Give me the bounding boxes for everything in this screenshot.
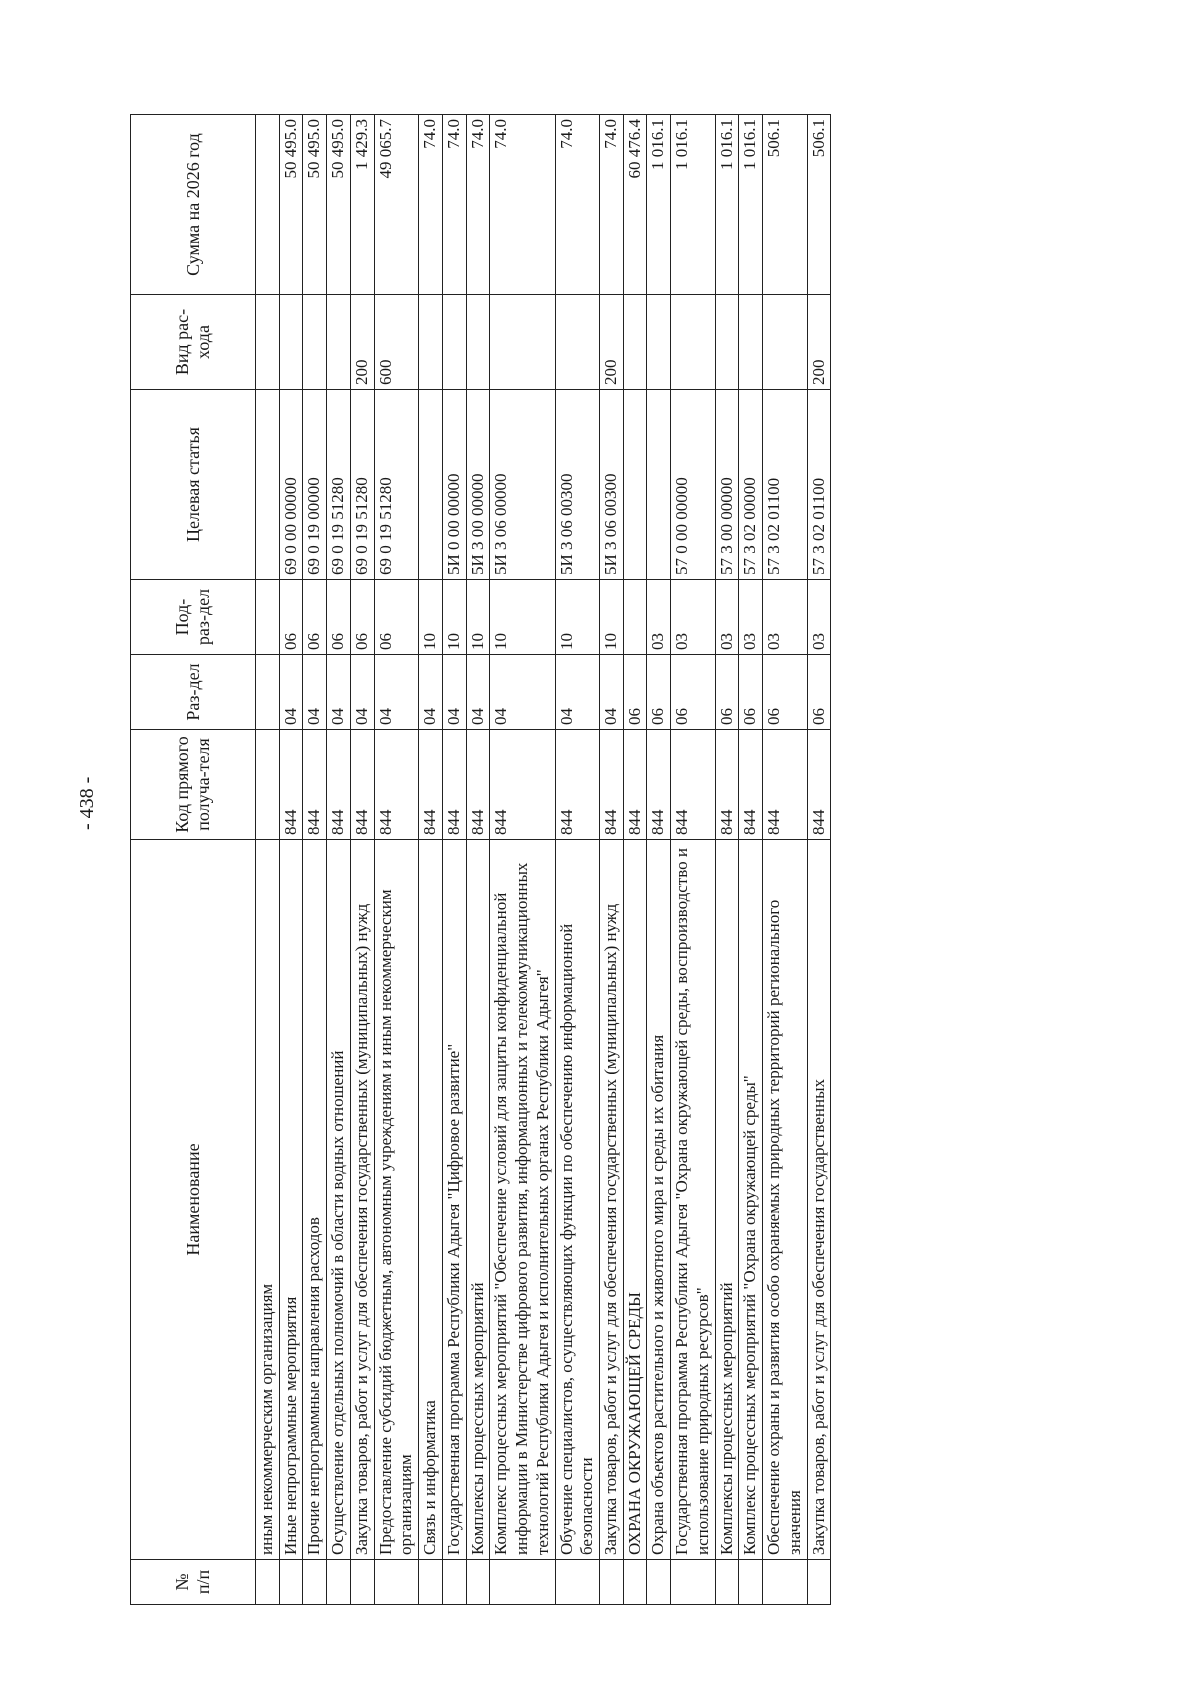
row-recipient-code-cell: 844 [350,730,374,840]
row-recipient-code-cell: 844 [327,730,351,840]
row-recipient-code-cell: 844 [647,730,671,840]
row-recipient-code-cell: 844 [279,730,303,840]
table-row [671,115,715,1605]
row-expense-type-cell [739,295,763,390]
row-target-article-cell: 57 3 02 01100 [807,390,831,580]
row-subsection-cell: 06 [327,580,351,655]
row-subsection-cell: 03 [647,580,671,655]
row-subsection-cell: 06 [303,580,327,655]
row-sum-cell: 1 016.1 [715,115,739,295]
row-section-cell: 04 [419,655,443,730]
row-name-cell: иным некоммерческим организациям [256,840,280,1560]
row-no-cell [715,1560,739,1605]
row-expense-type-cell [256,295,280,390]
row-name-cell: Обучение специалистов, осуществляющих функции по обеспечению информационной безопасности [555,840,599,1560]
row-target-article-cell: 57 0 00 00000 [671,390,715,580]
row-no-cell [739,1560,763,1605]
row-name-cell: Закупка товаров, работ и услуг для обеспечения государственных (муниципальных) нужд [350,840,374,1560]
row-no-cell [327,1560,351,1605]
row-target-article-cell: 69 0 19 00000 [303,390,327,580]
row-no-cell [374,1560,418,1605]
row-no-cell [279,1560,303,1605]
header-subsection: Под-раз-дел [131,580,256,655]
row-sum-cell: 50 495.0 [279,115,303,295]
row-sum-cell: 74.0 [490,115,555,295]
row-recipient-code-cell: 844 [442,730,466,840]
row-subsection-cell: 03 [671,580,715,655]
row-no-cell [466,1560,490,1605]
table-row [715,115,739,1605]
row-recipient-code-cell: 844 [419,730,443,840]
table-row [442,115,466,1605]
row-no-cell [807,1560,831,1605]
header-no: № п/п [131,1560,256,1605]
row-name-cell: Охрана объектов растительного и животного мира и среды их обитания [647,840,671,1560]
table-row [374,115,418,1605]
row-sum-cell: 1 016.1 [671,115,715,295]
row-no-cell [490,1560,555,1605]
row-expense-type-cell: 200 [350,295,374,390]
table-row [419,115,443,1605]
row-target-article-cell: 69 0 00 00000 [279,390,303,580]
row-recipient-code-cell: 844 [555,730,599,840]
row-no-cell [763,1560,807,1605]
row-expense-type-cell [327,295,351,390]
row-no-cell [647,1560,671,1605]
row-sum-cell: 1 429.3 [350,115,374,295]
row-name-cell: Комплексы процессных мероприятий [715,840,739,1560]
row-no-cell [303,1560,327,1605]
row-recipient-code-cell: 844 [374,730,418,840]
row-section-cell: 06 [739,655,763,730]
row-section-cell: 06 [715,655,739,730]
row-target-article-cell [256,390,280,580]
row-name-cell: Комплексы процессных мероприятий [466,840,490,1560]
row-target-article-cell: 5И 3 00 00000 [466,390,490,580]
row-recipient-code-cell: 844 [739,730,763,840]
row-subsection-cell: 06 [279,580,303,655]
row-expense-type-cell: 200 [600,295,624,390]
table-row [555,115,599,1605]
header-name: Наименование [131,840,256,1560]
row-recipient-code-cell: 844 [303,730,327,840]
row-target-article-cell [419,390,443,580]
row-subsection-cell: 03 [807,580,831,655]
header-sum-2026: Сумма на 2026 год [131,115,256,295]
row-name-cell: Прочие непрограммные направления расходов [303,840,327,1560]
row-subsection-cell: 10 [555,580,599,655]
row-subsection-cell: 03 [739,580,763,655]
table-row [256,115,280,1605]
row-section-cell: 04 [327,655,351,730]
row-sum-cell: 506.1 [763,115,807,295]
row-expense-type-cell [279,295,303,390]
row-recipient-code-cell [256,730,280,840]
row-sum-cell: 74.0 [555,115,599,295]
header-target-article: Целевая статья [131,390,256,580]
row-no-cell [419,1560,443,1605]
row-expense-type-cell [763,295,807,390]
row-recipient-code-cell: 844 [807,730,831,840]
row-section-cell: 06 [763,655,807,730]
row-no-cell [623,1560,647,1605]
row-target-article-cell: 5И 3 06 00300 [600,390,624,580]
row-expense-type-cell [303,295,327,390]
row-subsection-cell [623,580,647,655]
row-no-cell [442,1560,466,1605]
row-subsection-cell: 10 [442,580,466,655]
header-recipient-code: Код прямого получа-теля [131,730,256,840]
row-subsection-cell: 03 [715,580,739,655]
row-section-cell: 06 [671,655,715,730]
row-name-cell: Государственная программа Республики Адыгея "Охрана окружающей среды, воспроизводство и использование природных ресурсов" [671,840,715,1560]
row-no-cell [600,1560,624,1605]
row-no-cell [350,1560,374,1605]
table-row [303,115,327,1605]
row-name-cell: Закупка товаров, работ и услуг для обеспечения государственных [807,840,831,1560]
row-section-cell: 06 [647,655,671,730]
row-name-cell: Иные непрограммные мероприятия [279,840,303,1560]
table-row [763,115,807,1605]
row-target-article-cell [623,390,647,580]
row-section-cell: 04 [303,655,327,730]
row-section-cell: 04 [442,655,466,730]
row-section-cell [256,655,280,730]
row-recipient-code-cell: 844 [671,730,715,840]
table-row [350,115,374,1605]
row-no-cell [671,1560,715,1605]
table-row [807,115,831,1605]
row-no-cell [256,1560,280,1605]
row-sum-cell: 49 065.7 [374,115,418,295]
row-name-cell: Предоставление субсидий бюджетным, автономным учреждениям и иным некоммерческим организациям [374,840,418,1560]
row-section-cell: 04 [374,655,418,730]
row-target-article-cell: 5И 3 06 00300 [555,390,599,580]
row-target-article-cell: 69 0 19 51280 [374,390,418,580]
row-section-cell: 06 [807,655,831,730]
row-sum-cell [256,115,280,295]
row-name-cell: ОХРАНА ОКРУЖАЮЩЕЙ СРЕДЫ [623,840,647,1560]
budget-table [130,114,831,1605]
table-row [623,115,647,1605]
row-sum-cell: 50 495.0 [303,115,327,295]
row-recipient-code-cell: 844 [600,730,624,840]
row-sum-cell: 74.0 [419,115,443,295]
row-subsection-cell: 10 [490,580,555,655]
row-target-article-cell: 5И 3 06 00000 [490,390,555,580]
row-name-cell: Закупка товаров, работ и услуг для обеспечения государственных (муниципальных) нужд [600,840,624,1560]
row-section-cell: 04 [466,655,490,730]
row-target-article-cell: 57 3 00 00000 [715,390,739,580]
rotated-table-container [130,115,1140,1605]
row-expense-type-cell [419,295,443,390]
row-expense-type-cell: 600 [374,295,418,390]
row-target-article-cell: 5И 0 00 00000 [442,390,466,580]
header-section: Раз-дел [131,655,256,730]
row-expense-type-cell [555,295,599,390]
row-section-cell: 04 [600,655,624,730]
row-target-article-cell: 57 3 02 00000 [739,390,763,580]
row-expense-type-cell [647,295,671,390]
row-section-cell: 04 [350,655,374,730]
row-subsection-cell: 10 [466,580,490,655]
row-section-cell: 06 [623,655,647,730]
row-section-cell: 04 [555,655,599,730]
table-row [600,115,624,1605]
row-sum-cell: 60 476.4 [623,115,647,295]
row-name-cell: Связь и информатика [419,840,443,1560]
row-sum-cell: 1 016.1 [739,115,763,295]
table-row [739,115,763,1605]
row-no-cell [555,1560,599,1605]
table-header [131,115,256,1605]
row-expense-type-cell [671,295,715,390]
row-expense-type-cell: 200 [807,295,831,390]
header-row [131,115,256,1605]
table-row [327,115,351,1605]
row-target-article-cell: 69 0 19 51280 [327,390,351,580]
row-subsection-cell: 03 [763,580,807,655]
row-recipient-code-cell: 844 [715,730,739,840]
row-sum-cell: 506.1 [807,115,831,295]
row-subsection-cell: 06 [350,580,374,655]
row-section-cell: 04 [490,655,555,730]
row-target-article-cell: 69 0 19 51280 [350,390,374,580]
row-name-cell: Комплекс процессных мероприятий "Охрана окружающей среды" [739,840,763,1560]
table-row [466,115,490,1605]
row-subsection-cell [256,580,280,655]
row-section-cell: 04 [279,655,303,730]
row-expense-type-cell [490,295,555,390]
row-recipient-code-cell: 844 [466,730,490,840]
row-sum-cell: 50 495.0 [327,115,351,295]
row-name-cell: Осуществление отдельных полномочий в области водных отношений [327,840,351,1560]
row-target-article-cell: 57 3 02 01100 [763,390,807,580]
row-name-cell: Государственная программа Республики Адыгея "Цифровое развитие" [442,840,466,1560]
page-number: - 438 - [76,776,98,830]
row-target-article-cell [647,390,671,580]
row-subsection-cell: 10 [419,580,443,655]
row-name-cell: Обеспечение охраны и развития особо охраняемых природных территорий регионального значения [763,840,807,1560]
row-name-cell: Комплекс процессных мероприятий "Обеспечение условий для защиты конфиденциальной информации в Министерстве цифрового развития, информационных и телекоммуникационных технологий Республики Адыгея и исполнительных органах Республики Адыгея" [490,840,555,1560]
row-expense-type-cell [623,295,647,390]
row-expense-type-cell [442,295,466,390]
row-sum-cell: 1 016.1 [647,115,671,295]
row-subsection-cell: 10 [600,580,624,655]
row-recipient-code-cell: 844 [623,730,647,840]
row-recipient-code-cell: 844 [490,730,555,840]
row-sum-cell: 74.0 [466,115,490,295]
table-row [490,115,555,1605]
table-row [647,115,671,1605]
row-expense-type-cell [715,295,739,390]
row-sum-cell: 74.0 [442,115,466,295]
row-sum-cell: 74.0 [600,115,624,295]
row-subsection-cell: 06 [374,580,418,655]
row-expense-type-cell [466,295,490,390]
table-row [279,115,303,1605]
table-body [256,115,831,1605]
row-recipient-code-cell: 844 [763,730,807,840]
header-expense-type: Вид рас-хода [131,295,256,390]
